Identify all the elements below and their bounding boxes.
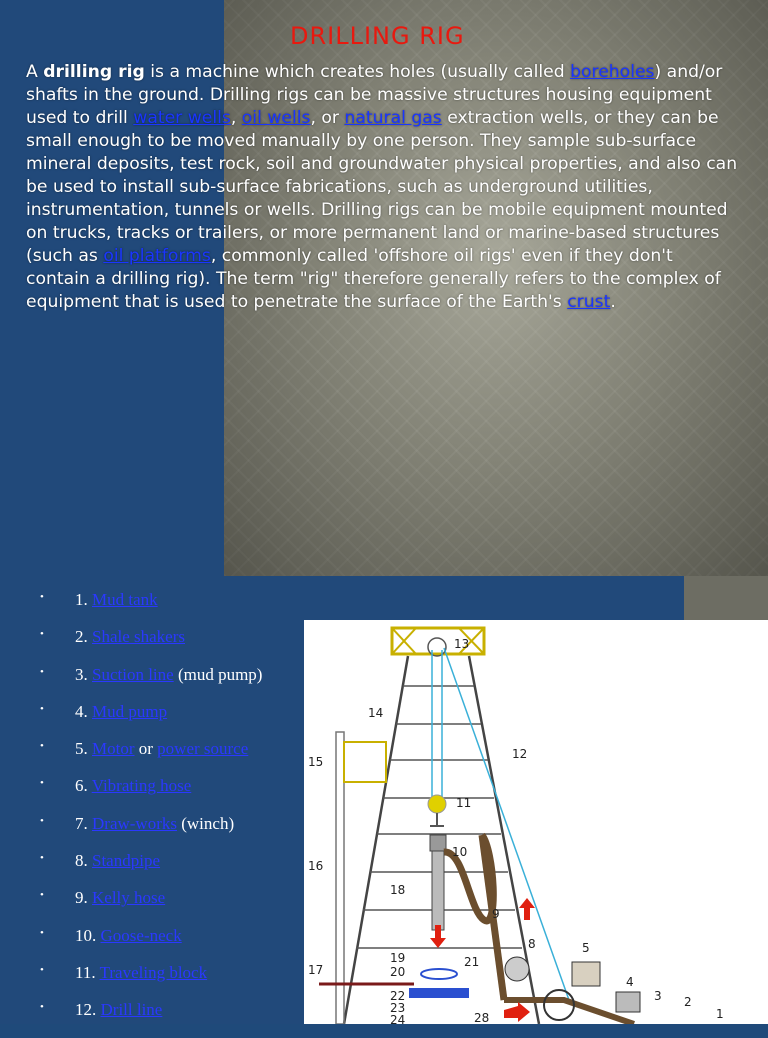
label-28: 28 xyxy=(474,1011,490,1024)
item-number: 12. xyxy=(75,1000,97,1020)
item-suffix: (winch) xyxy=(176,813,235,833)
rig-schematic xyxy=(304,620,768,1024)
label-17: 17 xyxy=(308,963,324,977)
label-23: 23 xyxy=(390,1001,406,1015)
list-item xyxy=(40,1000,262,1037)
item-number: 8. xyxy=(75,851,88,871)
label-19: 19 xyxy=(390,951,406,965)
text-segment: extraction wells, or they can be small enough to be moved manually by one person. They sample sub-surface mineral deposits, test rock, soil and groundwater physical properties, and also can be used to install sub-surface fabrications, such as underground utilities, instrumentation, tunnels or wells. Drilling rigs can be mobile equipment mounted on trucks, tracks or trailers, or more permanent land or marine-based structures (such as xyxy=(26,108,738,266)
item-suffix: (mud pump) xyxy=(173,664,263,684)
label-3: 3 xyxy=(654,989,662,1003)
label-11: 11 xyxy=(456,796,472,810)
label-20: 20 xyxy=(390,965,406,979)
label-14: 14 xyxy=(368,706,384,720)
link-kelly-hose[interactable]: Kelly hose xyxy=(92,888,166,908)
item-number: 1. xyxy=(75,590,88,609)
link-suction-line[interactable]: Suction line xyxy=(92,664,174,684)
link-natural-gas[interactable]: natural gas xyxy=(344,108,442,128)
list-item xyxy=(40,627,262,664)
label-12: 12 xyxy=(512,747,528,761)
label-21: 21 xyxy=(464,955,480,969)
item-number: 5. xyxy=(75,739,88,759)
link-standpipe[interactable]: Standpipe xyxy=(92,851,160,871)
link-power-source[interactable]: power source xyxy=(157,739,249,759)
list-item xyxy=(40,776,262,813)
text-segment: , xyxy=(230,108,242,128)
list-item xyxy=(40,814,262,851)
text-segment: ) and/or shafts in the ground. Drilling rigs can be massive structures housing equipment used to drill xyxy=(26,62,723,128)
link-oil-platforms[interactable]: oil platforms xyxy=(103,246,211,266)
item-number: 6. xyxy=(75,776,88,796)
link-drill-line[interactable]: Drill line xyxy=(100,1000,163,1020)
list-item xyxy=(40,926,262,963)
link-vibrating-hose[interactable]: Vibrating hose xyxy=(91,776,192,796)
link-crust[interactable]: crust xyxy=(567,292,611,312)
term-drilling-rig: drilling rig xyxy=(43,62,145,82)
item-connector: or xyxy=(134,739,158,759)
label-2: 2 xyxy=(684,995,692,1009)
label-4: 4 xyxy=(626,975,634,989)
label-24: 24 xyxy=(390,1013,406,1024)
list-item xyxy=(40,702,262,739)
text-segment: , or xyxy=(310,108,345,128)
label-8: 8 xyxy=(528,937,536,951)
item-number: 3. xyxy=(75,664,88,684)
list-item xyxy=(40,739,262,776)
link-motor[interactable]: Motor xyxy=(92,739,135,759)
label-16: 16 xyxy=(308,859,324,873)
label-22: 22 xyxy=(390,989,406,1003)
link-mud-pump[interactable]: Mud pump xyxy=(92,701,168,721)
text-segment: , commonly called 'offshore oil rigs' even if they don't contain a drilling rig). The term "rig" therefore generally refers to the complex of equipment that is used to penetrate the surface of the Earth's xyxy=(26,246,721,312)
list-item xyxy=(40,665,262,702)
link-traveling-block[interactable]: Traveling block xyxy=(99,962,208,982)
label-5: 5 xyxy=(582,941,590,955)
textured-panel-edge xyxy=(684,576,768,620)
item-number: 4. xyxy=(75,701,88,721)
list-item xyxy=(40,590,262,627)
link-oil-wells[interactable]: oil wells xyxy=(241,108,311,128)
link-draw-works[interactable]: Draw-works xyxy=(92,813,177,833)
label-18: 18 xyxy=(390,883,406,897)
list-item xyxy=(40,851,262,888)
components-list xyxy=(40,590,262,1038)
link-mud-tank[interactable]: Mud tank xyxy=(92,590,158,609)
text-segment: A xyxy=(26,62,44,82)
title-text: DRILLING RIG xyxy=(290,22,465,50)
list-item xyxy=(40,888,262,925)
item-number: 9. xyxy=(75,888,88,908)
item-number: 7. xyxy=(75,813,88,833)
item-number: 10. xyxy=(75,925,97,945)
drilling-rig-diagram xyxy=(304,620,768,1024)
label-10: 10 xyxy=(452,845,468,859)
label-13: 13 xyxy=(454,637,470,651)
link-goose-neck[interactable]: Goose-neck xyxy=(100,925,182,945)
intro-paragraph xyxy=(26,61,738,314)
item-number: 2. xyxy=(75,627,88,647)
text-segment: . xyxy=(610,292,616,312)
label-9: 9 xyxy=(492,907,500,921)
label-15: 15 xyxy=(308,755,324,769)
page-title xyxy=(290,22,465,50)
item-number: 11. xyxy=(75,962,96,982)
label-1: 1 xyxy=(716,1007,724,1021)
link-water-wells[interactable]: water wells xyxy=(133,108,231,128)
text-segment: is a machine which creates holes (usually called xyxy=(144,62,571,82)
list-item xyxy=(40,963,262,1000)
link-shale-shakers[interactable]: Shale shakers xyxy=(92,627,186,647)
link-boreholes[interactable]: boreholes xyxy=(570,62,655,82)
